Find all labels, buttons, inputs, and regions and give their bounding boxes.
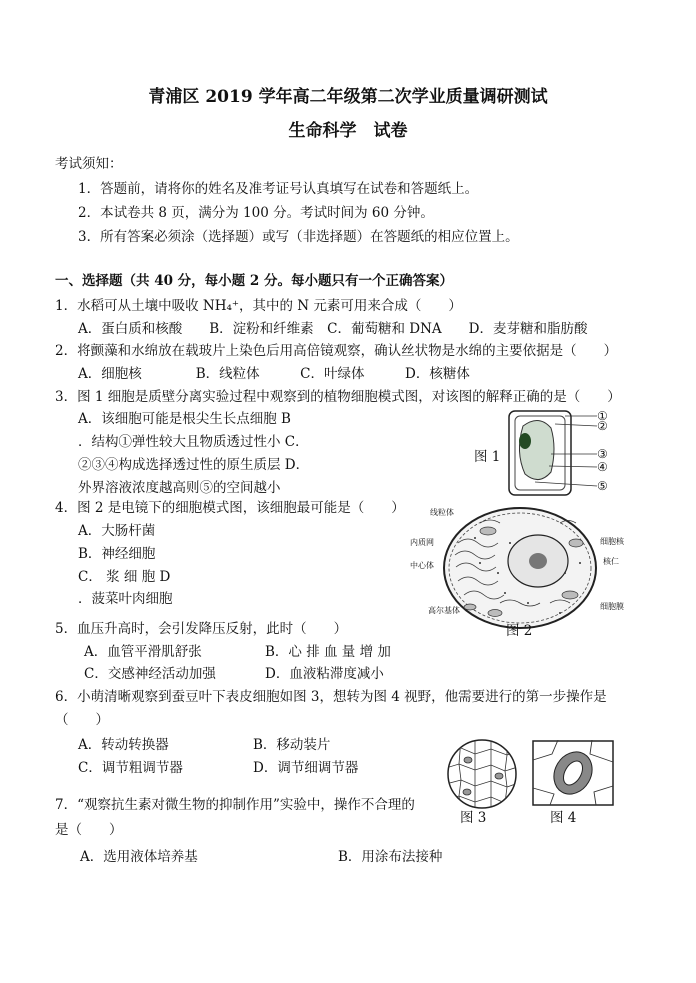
question-4-line: A．大肠杆菌	[78, 523, 156, 539]
figure-3-caption: 图 3	[460, 810, 487, 826]
exam-title: 青浦区 2019 学年高二年级第二次学业质量调研测试	[148, 87, 548, 107]
section-heading: 一、选择题（共 40 分，每小题 2 分。每小题只有一个正确答案）	[55, 273, 453, 289]
question-5-stem: 5．血压升高时，会引发降压反射，此时（ ）	[55, 621, 348, 637]
question-6-option-d: D．调节细调节器	[253, 760, 359, 776]
question-3-stem: 3．图 1 细胞是质壁分离实验过程中观察到的植物细胞模式图，对该图的解释正确的是（ ）	[55, 389, 621, 405]
question-6-stem: 6．小萌清晰观察到蚕豆叶下表皮细胞如图 3，想转为图 4 视野，他需要进行的第一步操作是	[55, 689, 607, 705]
figure-2-label-mitochondria: 线粒体	[430, 508, 454, 517]
question-1-options: A．蛋白质和核酸 B．淀粉和纤维素 C．葡萄糖和 DNA D．麦芽糖和脂肪酸	[78, 321, 588, 337]
figure-2-caption: 图 2	[506, 623, 533, 639]
notice-heading: 考试须知：	[55, 156, 123, 172]
question-4-line: B．神经细胞	[78, 546, 156, 562]
notice-item: 3．所有答案必须涂（选择题）或写（非选择题）在答题纸的相应位置上。	[78, 229, 519, 245]
question-6-paren: （ ）	[55, 712, 109, 728]
notice-item: 1．答题前，请将你的姓名及准考证号认真填写在试卷和答题纸上。	[78, 181, 479, 197]
question-4-stem: 4．图 2 是电镜下的细胞模式图，该细胞最可能是（ ）	[55, 500, 405, 516]
question-3-line: 外界溶液浓度越高则⑤的空间越小	[78, 480, 281, 496]
question-2-options: A．细胞核 B．线粒体 C．叶绿体 D．核糖体	[78, 366, 470, 382]
question-3-line: ．结构①弹性较大且物质透过性小 C．	[78, 434, 309, 450]
question-6-option-b: B．移动装片	[253, 737, 331, 753]
question-6-option-a: A．转动转换器	[78, 737, 169, 753]
figure-1-marker: ③	[597, 447, 608, 461]
question-5-option-b: B．心 排 血 量 增 加	[265, 644, 391, 660]
question-4-line: ．菠菜叶肉细胞	[78, 591, 173, 607]
figure-2-label-nucleus: 细胞核	[600, 537, 624, 546]
figure-4-stoma	[532, 740, 614, 806]
figure-2-label-centrosome: 中心体	[410, 561, 434, 570]
question-4-line: C． 浆 细 胞 D	[78, 569, 171, 585]
figure-2-label-nucleolus: 核仁	[603, 557, 619, 566]
question-3-line: ②③④构成选择透过性的原生质层 D．	[78, 457, 310, 473]
figure-1-marker: ②	[597, 419, 608, 433]
figure-2-label-membrane: 细胞膜	[600, 602, 624, 611]
figure-2-em-cell	[440, 503, 600, 633]
figure-1-caption: 图 1	[474, 449, 501, 465]
figure-3-epidermis	[441, 738, 523, 810]
figure-2-label-golgi: 高尔基体	[428, 606, 460, 615]
question-5-option-d: D．血液粘滞度减小	[265, 666, 384, 682]
notice-item: 2．本试卷共 8 页，满分为 100 分。考试时间为 60 分钟。	[78, 205, 434, 221]
question-2-stem: 2．将颤藻和水绵放在载玻片上染色后用高倍镜观察，确认丝状物是水绵的主要依据是（ ）	[55, 343, 618, 359]
figure-1-marker: ①	[597, 409, 608, 423]
question-7-stem: 7．“观察抗生素对微生物的抑制作用”实验中，操作不合理的	[55, 797, 415, 813]
question-7-stem-cont: 是（ ）	[55, 822, 123, 838]
figure-1-marker: ④	[597, 460, 608, 474]
question-7-option-a: A．选用液体培养基	[80, 849, 198, 865]
exam-subtitle: 生命科学 试卷	[288, 121, 408, 141]
question-6-option-c: C．调节粗调节器	[78, 760, 183, 776]
question-7-option-b: B．用涂布法接种	[338, 849, 443, 865]
question-5-option-a: A．血管平滑肌舒张	[84, 644, 202, 660]
question-3-line: A．该细胞可能是根尖生长点细胞 B	[78, 411, 291, 427]
figure-2-label-er: 内质网	[410, 538, 434, 547]
figure-1-marker: ⑤	[597, 479, 608, 493]
question-5-option-c: C．交感神经活动加强	[84, 666, 216, 682]
question-1-stem: 1．水稻可从土壤中吸收 NH₄⁺，其中的 N 元素可用来合成（ ）	[55, 298, 462, 314]
figure-4-caption: 图 4	[550, 810, 577, 826]
